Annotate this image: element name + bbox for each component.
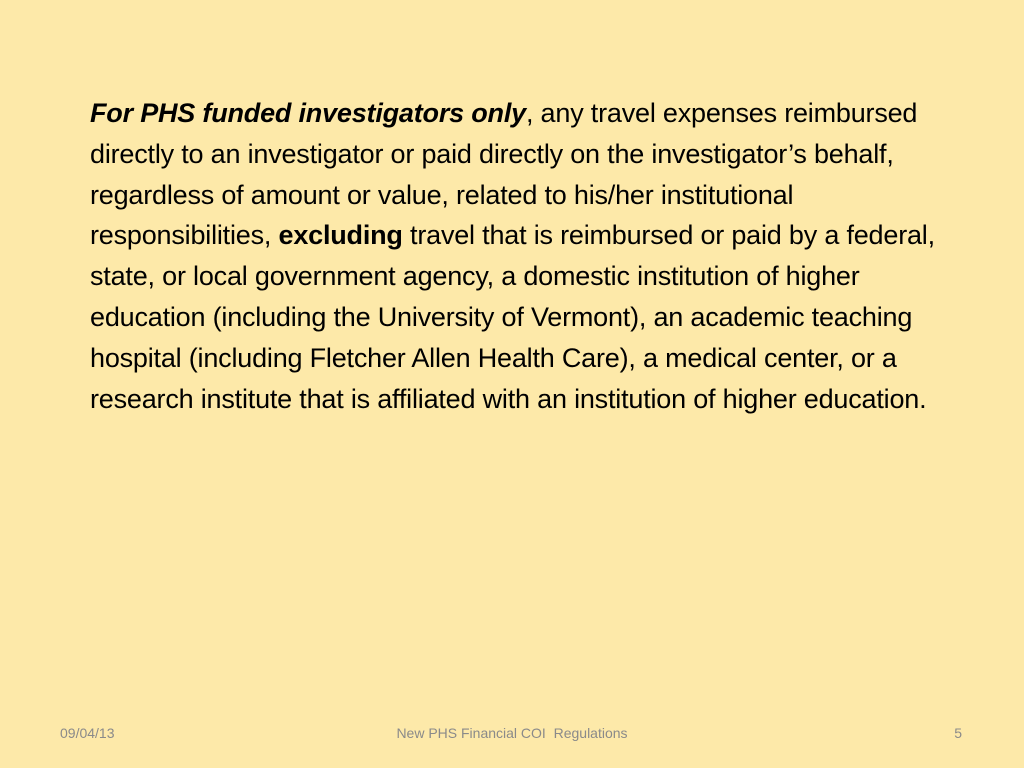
slide-body-text: [90, 93, 940, 419]
body-text-part2: travel that is reimbursed or paid by a federal, state, or local government agency, a domestic institution of higher education (including the University of Vermont), an academic teaching hospital (including Fletcher Allen Health Care), a medical center, or a research institute that is affiliated with an institution of higher education.: [90, 220, 935, 414]
body-text-part1: , any travel expenses reimbursed directly to an investigator or paid directly on the investigator’s behalf, regardless of amount or value, related to his/her institutional responsibilities,: [90, 98, 918, 251]
footer-date: 09/04/13: [60, 725, 115, 741]
lead-phrase: For PHS funded investigators only: [90, 98, 526, 128]
footer-title: New PHS Financial COI Regulations: [396, 725, 628, 741]
footer-page-number: 5: [954, 725, 962, 741]
emphasis-word: excluding: [278, 220, 403, 251]
